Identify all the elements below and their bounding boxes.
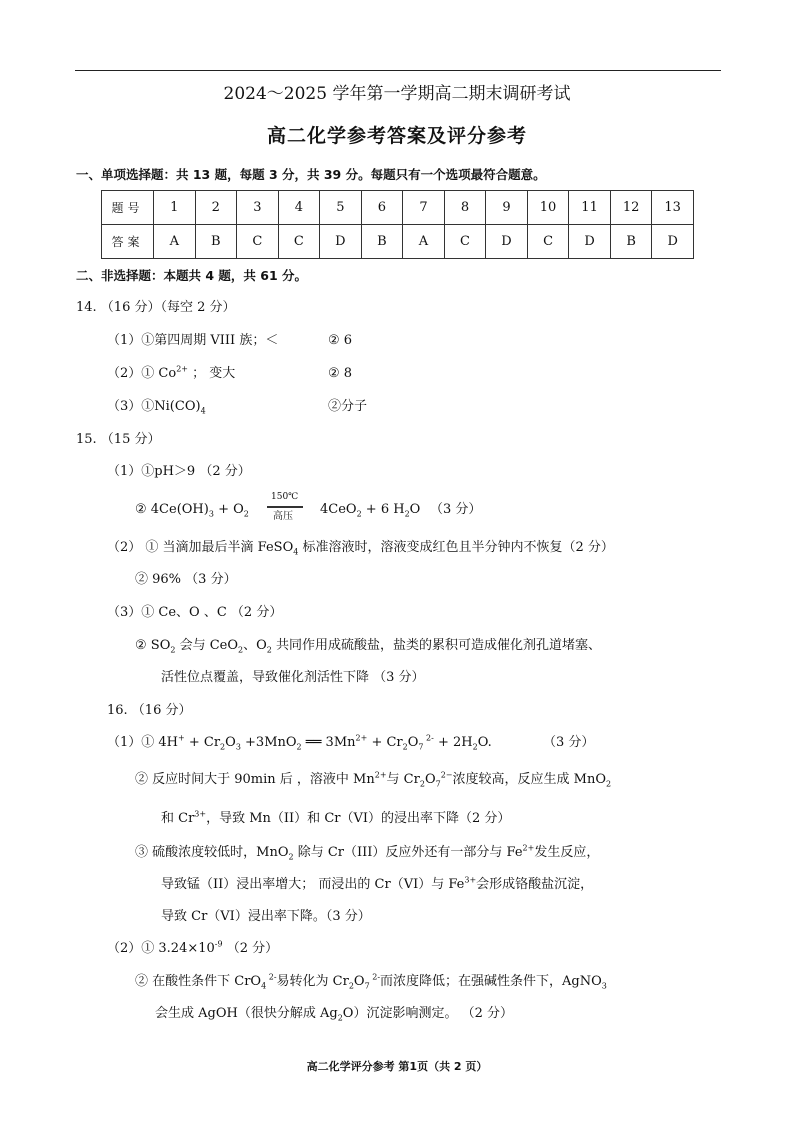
table-cell: 7 bbox=[403, 191, 445, 225]
page-footer: 高二化学评分参考 第1页（共 2 页） bbox=[306, 1060, 488, 1073]
table-cell: C bbox=[527, 225, 569, 259]
table-cell: 6 bbox=[361, 191, 403, 225]
q15-part2-answer2: ② 96% （3 分） bbox=[135, 572, 237, 587]
table-cell: D bbox=[652, 225, 694, 259]
document-title: 高二化学参考答案及评分参考 bbox=[266, 125, 527, 147]
q16-part1-equation-score: （3 分） bbox=[543, 735, 595, 750]
table-cell: B bbox=[361, 225, 403, 259]
reaction-condition-pressure: 高压 bbox=[273, 511, 293, 522]
q15-equation-left: ② $4Ce(OH)_3 + O_2$ bbox=[135, 502, 249, 519]
table-cell: 8 bbox=[444, 191, 486, 225]
q15-part3-answer2-line1: ② $SO_2$ 会与 CeO$_2$、$O_2$ 共同作用成硫酸盐，盐类的累积可造成催化剂孔道堵塞、 bbox=[135, 638, 602, 655]
table-cell: 9 bbox=[486, 191, 528, 225]
header-rule bbox=[75, 70, 721, 71]
q15-part3-answer2-line2: 活性位点覆盖，导致催化剂活性下降 （3 分） bbox=[161, 670, 425, 685]
q16-part1-equation: （1）① $4H^+ + Cr_2O_3 +3MnO_2$ ══ $3Mn^{2+} + Cr_2O_7$ $^{2-} + 2H_2O$. bbox=[107, 733, 492, 752]
table-cell: 12 bbox=[610, 191, 652, 225]
section1-heading: 一、单项选择题：共 13 题，每题 3 分，共 39 分。每题只有一个选项最符合题意。 bbox=[76, 167, 546, 182]
q16-part1-answer3-line3: 导致 Cr（VI）浸出率下降。（3 分） bbox=[161, 909, 371, 924]
q16-part1-answer2-line2: 和 $Cr^{3+}$，导致 Mn（II）和 Cr（VI）的浸出率下降（2 分） bbox=[161, 809, 511, 826]
q14-header: 14. （16 分）（每空 2 分） bbox=[76, 300, 236, 315]
table-cell: D bbox=[320, 225, 362, 259]
q16-header: 16. （16 分） bbox=[107, 703, 192, 718]
q14-part3-answer1: $(3)①Ni(CO)_4$ bbox=[107, 399, 206, 416]
table-cell: 5 bbox=[320, 191, 362, 225]
table-cell: C bbox=[237, 225, 279, 259]
q15-equation-right: 4CeO$_2$ + 6 $H_2O$ bbox=[320, 502, 421, 519]
q16-part2-answer2-line2: 会生成 AgOH（很快分解成 $Ag_2O$）沉淀影响测定。 （2 分） bbox=[155, 1006, 513, 1023]
q14-part2-answer1: （2）① $Co^{2+}$ ； 变大 bbox=[107, 364, 236, 381]
table-cell: 3 bbox=[237, 191, 279, 225]
q14-part2-answer2: ② 8 bbox=[328, 366, 353, 381]
table-cell: C bbox=[444, 225, 486, 259]
table-cell: 13 bbox=[652, 191, 694, 225]
table-cell: 2 bbox=[195, 191, 237, 225]
answer-table bbox=[101, 190, 694, 259]
table-cell: 1 bbox=[154, 191, 196, 225]
q16-part1-answer3-line2: 导致锰（II）浸出率增大； 而浸出的 Cr（VI）与 $Fe^{3+}$会形成铬酸盐沉淀， bbox=[161, 875, 594, 892]
q15-part1-answer1: （1）①pH＞9 （2 分） bbox=[107, 464, 251, 479]
q15-part2-answer1: （2） ① 当滴加最后半滴 FeSO$_4$ 标准溶液时，溶液变成红色且半分钟内不恢复（2 分） bbox=[107, 540, 614, 557]
section2-heading: 二、非选择题：本题共 4 题，共 61 分。 bbox=[76, 268, 308, 283]
table-cell: D bbox=[569, 225, 611, 259]
table-cell: A bbox=[154, 225, 196, 259]
q16-part2-answer2-line1: ② 在酸性条件下 CrO$_4$ $^{2-}$易转化为 $Cr_2O_7$ $^{2-}$而浓度降低；在强碱性条件下，AgNO$_3$ bbox=[135, 972, 607, 991]
table-cell: A bbox=[403, 225, 445, 259]
table-cell: B bbox=[610, 225, 652, 259]
q15-equation-score: （3 分） bbox=[430, 502, 482, 517]
exam-title: 2024～2025 学年第一学期高二期末调研考试 bbox=[223, 84, 571, 104]
q15-header: 15. （15 分） bbox=[76, 432, 161, 447]
row-label-number: 题号 bbox=[102, 191, 154, 225]
table-cell: 10 bbox=[527, 191, 569, 225]
answer-row bbox=[102, 225, 694, 259]
q14-part1-answer1: （1）①第四周期 VIII 族；＜ bbox=[107, 333, 279, 348]
table-cell: 11 bbox=[569, 191, 611, 225]
table-cell: B bbox=[195, 225, 237, 259]
reaction-condition-temperature: 150℃ bbox=[271, 492, 299, 502]
q15-part3-answer1: （3）① Ce、O 、C （2 分） bbox=[107, 605, 283, 620]
row-label-answer: 答案 bbox=[102, 225, 154, 259]
q16-part2-answer1: （2）① $3.24\times 10^{-9}$ （2 分） bbox=[107, 939, 279, 956]
q16-part1-answer2-line1: ② 反应时间大于 90min 后 ，溶液中 $Mn^{2+}$与 $Cr_2O_7^{2-}$浓度较高，反应生成 MnO$_2$ bbox=[135, 770, 612, 789]
q14-part1-answer2: ② 6 bbox=[328, 333, 353, 348]
table-cell: C bbox=[278, 225, 320, 259]
reaction-arrow-bar bbox=[267, 506, 303, 508]
q16-part1-answer3-line1: ③ 硫酸浓度较低时，MnO$_2$ 除与 Cr（III）反应外还有一部分与 $Fe^{2+}$发生反应， bbox=[135, 843, 600, 862]
table-cell: D bbox=[486, 225, 528, 259]
q14-part3-answer2: ②分子 bbox=[328, 399, 368, 414]
table-cell: 4 bbox=[278, 191, 320, 225]
question-number-row bbox=[102, 191, 694, 225]
